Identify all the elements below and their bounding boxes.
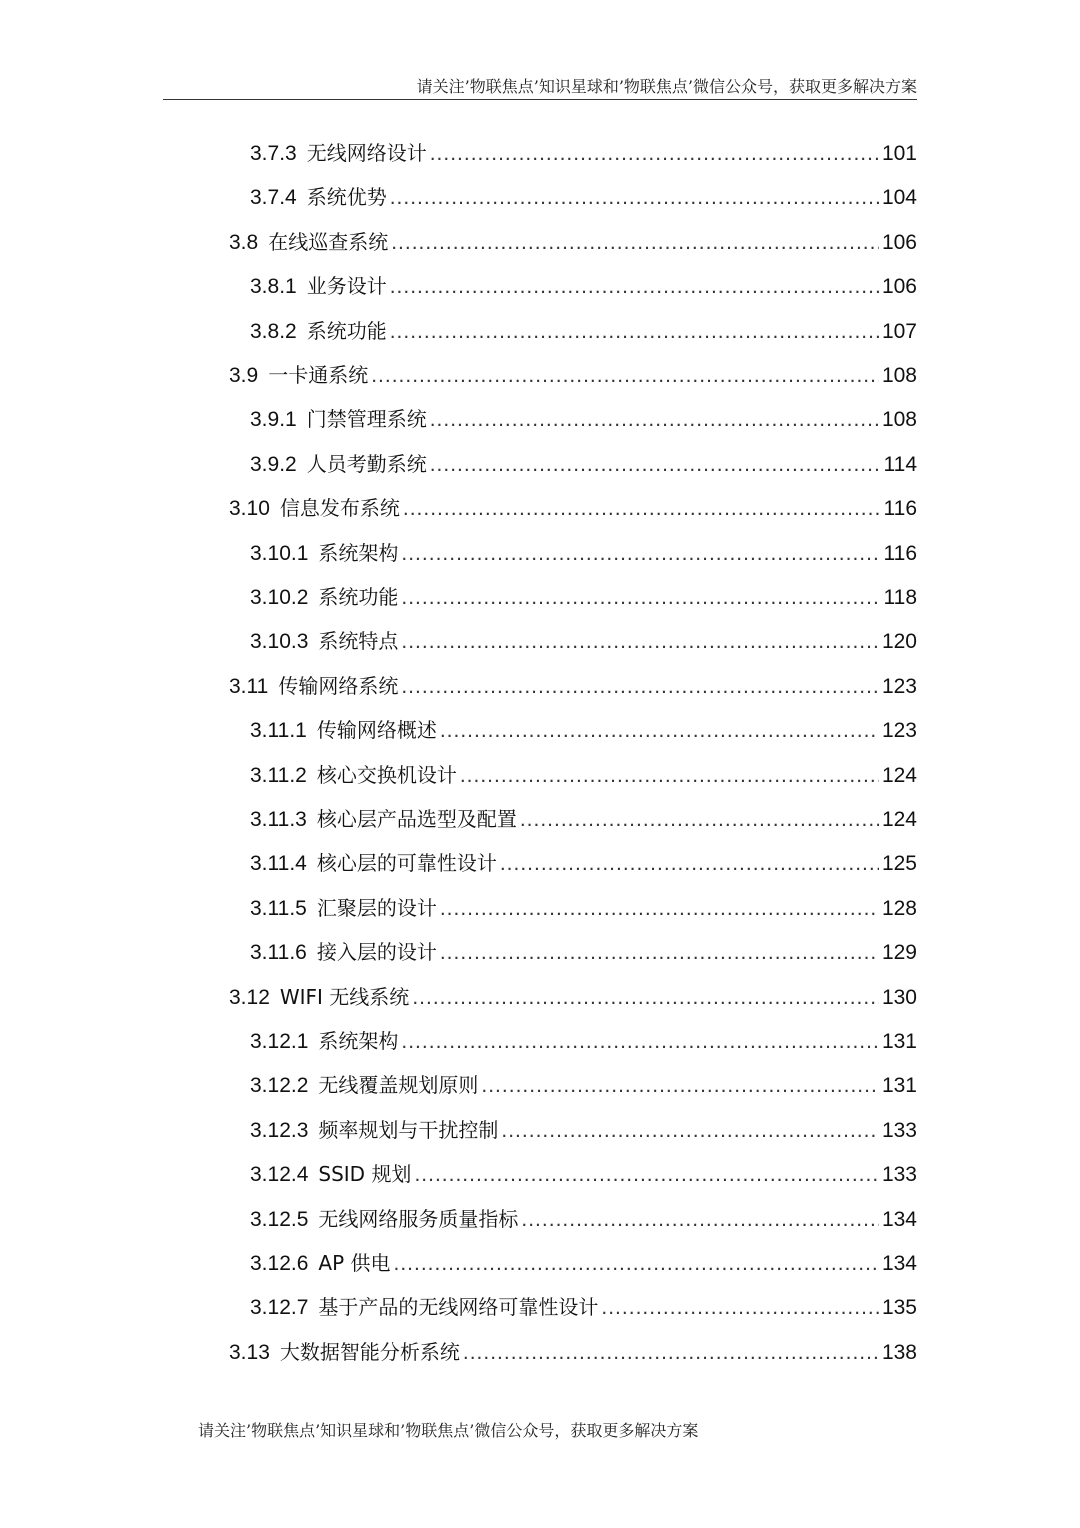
toc-section-title: 核心层的可靠性设计 (316, 851, 497, 876)
toc-section-number: 3.11 (229, 674, 269, 698)
toc-dot-leader (391, 221, 879, 265)
page-header: 请关注’物联焦点’知识星球和’物联焦点’微信公众号，获取更多解决方案 (416, 77, 917, 96)
toc-dot-leader (430, 132, 879, 176)
toc-entry[interactable] (250, 442, 917, 486)
toc-section-title: AP 供电 (318, 1251, 391, 1275)
toc-dot-leader (401, 576, 880, 620)
toc-section-number: 3.11.3 (250, 808, 307, 831)
toc-section-title: 无线覆盖规划原则 (318, 1073, 479, 1098)
toc-section-title: 频率规划与干扰控制 (318, 1117, 499, 1142)
toc-page-number: 124 (881, 763, 917, 787)
toc-dot-leader (501, 1109, 879, 1153)
toc-section-number: 3.9.2 (250, 452, 297, 476)
toc-entry[interactable] (250, 175, 917, 219)
toc-entry[interactable] (250, 753, 917, 797)
toc-dot-leader (414, 1153, 879, 1197)
toc-section-title: 信息发布系统 (279, 496, 400, 521)
toc-page-number: 116 (883, 497, 917, 521)
toc-entry[interactable] (250, 1108, 917, 1152)
toc-entry[interactable] (229, 353, 917, 397)
toc-page-number: 129 (881, 941, 917, 965)
toc-page-number: 106 (881, 230, 917, 254)
toc-section-title: 业务设计 (306, 274, 387, 299)
toc-page-number: 131 (881, 1074, 917, 1098)
toc-dot-leader (440, 887, 879, 931)
toc-dot-leader (390, 176, 879, 220)
toc-entry[interactable] (250, 309, 917, 353)
toc-entry[interactable] (229, 1330, 917, 1374)
toc-entry[interactable] (250, 531, 917, 575)
toc-section-number: 3.13 (229, 1340, 270, 1364)
toc-entry[interactable] (250, 708, 917, 752)
toc-section-number: 3.12.3 (250, 1118, 309, 1142)
toc-section-number: 3.8.2 (250, 319, 297, 343)
toc-dot-leader (412, 976, 879, 1020)
toc-page-number: 123 (881, 674, 917, 698)
toc-page-number: 133 (881, 1118, 917, 1142)
toc-entry[interactable] (250, 1152, 917, 1196)
toc-entry[interactable] (250, 930, 917, 974)
toc-section-title: 接入层的设计 (316, 940, 437, 965)
toc-section-number: 3.12.4 (250, 1163, 309, 1187)
toc-section-number: 3.12.2 (250, 1074, 309, 1098)
toc-section-number: 3.12.1 (250, 1030, 309, 1053)
toc-page-number: 128 (881, 896, 917, 920)
toc-section-number: 3.11.1 (250, 719, 307, 743)
toc-entry[interactable] (250, 1241, 917, 1285)
toc-page-number: 124 (881, 808, 917, 831)
toc-dot-leader (390, 310, 879, 354)
toc-dot-leader (520, 798, 879, 842)
toc-page-number: 106 (881, 275, 917, 299)
toc-entry[interactable] (250, 575, 917, 619)
toc-dot-leader (440, 931, 879, 975)
toc-entry[interactable] (250, 264, 917, 308)
toc-page-number: 130 (881, 985, 917, 1009)
toc-section-title: 系统功能 (318, 585, 399, 609)
toc-dot-leader (440, 709, 879, 753)
toc-section-number: 3.12.6 (250, 1252, 309, 1275)
toc-dot-leader (394, 1242, 879, 1286)
toc-section-title: SSID 规划 (318, 1162, 412, 1187)
toc-section-number: 3.11.6 (250, 941, 307, 965)
toc-section-number: 3.9.1 (250, 408, 297, 432)
toc-section-number: 3.7.3 (250, 142, 297, 165)
toc-dot-leader (371, 354, 879, 398)
toc-entry[interactable] (250, 131, 917, 175)
toc-section-number: 3.10.1 (250, 541, 309, 565)
toc-page-number: 108 (881, 364, 917, 387)
toc-section-number: 3.11.4 (250, 852, 307, 876)
toc-dot-leader (390, 265, 879, 309)
toc-dot-leader (601, 1286, 879, 1330)
toc-section-title: 系统架构 (318, 1029, 399, 1053)
toc-section-title: 系统架构 (318, 540, 399, 565)
toc-dot-leader (521, 1198, 879, 1242)
toc-section-number: 3.9 (229, 364, 259, 387)
toc-page-number: 138 (881, 1340, 917, 1364)
toc-section-number: 3.10.2 (250, 586, 309, 609)
toc-section-title: 人员考勤系统 (306, 451, 427, 476)
toc-dot-leader (481, 1064, 879, 1108)
toc-dot-leader (430, 398, 879, 442)
toc-page-number: 108 (881, 408, 917, 432)
toc-section-title: 系统特点 (318, 629, 399, 654)
toc-page-number: 116 (883, 541, 917, 565)
toc-section-number: 3.8 (229, 230, 259, 254)
toc-section-number: 3.10.3 (250, 630, 309, 654)
toc-page-number: 135 (881, 1296, 917, 1320)
toc-entry[interactable] (250, 797, 917, 841)
toc-page-number: 120 (881, 630, 917, 654)
toc-entry[interactable] (250, 397, 917, 441)
toc-section-title: 核心层产品选型及配置 (316, 807, 517, 831)
toc-entry[interactable] (229, 664, 917, 708)
toc-section-title: 在线巡查系统 (268, 229, 389, 254)
toc-section-number: 3.10 (229, 497, 270, 521)
toc-section-number: 3.8.1 (250, 275, 297, 299)
toc-section-number: 3.12.7 (250, 1296, 309, 1320)
toc-section-title: 无线网络服务质量指标 (318, 1206, 519, 1231)
toc-section-title: 汇聚层的设计 (316, 895, 437, 920)
toc-entry[interactable] (250, 1285, 917, 1329)
page-footer: 请关注’物联焦点’知识星球和’物联焦点’微信公众号，获取更多解决方案 (198, 1421, 699, 1440)
toc-entry[interactable] (250, 886, 917, 930)
toc-page-number: 123 (881, 719, 917, 743)
toc-entry[interactable] (229, 975, 917, 1019)
toc-section-title: WIFI 无线系统 (279, 984, 410, 1009)
toc-page-number: 104 (881, 186, 917, 210)
toc-section-title: 传输网络概述 (316, 718, 437, 743)
toc-section-title: 一卡通系统 (268, 363, 369, 387)
toc-section-title: 大数据智能分析系统 (279, 1339, 460, 1364)
toc-dot-leader (401, 665, 879, 709)
toc-section-title: 无线网络设计 (306, 141, 427, 165)
toc-section-number: 3.7.4 (250, 186, 297, 210)
toc-entry[interactable] (250, 619, 917, 663)
toc-dot-leader (403, 487, 881, 531)
toc-page-number: 131 (881, 1030, 917, 1053)
toc-page-number: 134 (881, 1207, 917, 1231)
toc-page-number: 114 (883, 452, 917, 476)
toc-entry[interactable] (250, 1197, 917, 1241)
toc-section-title: 传输网络系统 (278, 673, 399, 698)
toc-section-number: 3.12.5 (250, 1207, 309, 1231)
toc-section-title: 系统功能 (306, 318, 387, 343)
toc-page-number: 101 (881, 142, 917, 165)
toc-page-number: 118 (883, 586, 917, 609)
toc-section-number: 3.11.5 (250, 896, 307, 920)
toc-dot-leader (463, 1331, 879, 1375)
toc-dot-leader (401, 1020, 879, 1064)
toc-section-number: 3.12 (229, 985, 270, 1009)
toc-dot-leader (500, 842, 879, 886)
toc-section-title: 系统优势 (306, 185, 387, 210)
toc-dot-leader (401, 620, 879, 664)
toc-entry[interactable] (250, 1019, 917, 1063)
toc-entry[interactable] (229, 486, 917, 530)
toc-dot-leader (460, 754, 879, 798)
toc-section-title: 核心交换机设计 (316, 762, 457, 787)
toc-section-title: 基于产品的无线网络可靠性设计 (318, 1295, 599, 1320)
toc-page-number: 125 (881, 852, 917, 876)
header-divider (163, 99, 917, 100)
toc-dot-leader (430, 443, 881, 487)
toc-section-number: 3.11.2 (250, 763, 307, 787)
toc-dot-leader (401, 532, 880, 576)
toc-entry[interactable] (250, 1063, 917, 1107)
toc-page-number: 134 (881, 1252, 917, 1275)
toc-section-title: 门禁管理系统 (306, 407, 427, 432)
toc-page-number: 107 (881, 319, 917, 343)
toc-entry[interactable] (229, 220, 917, 264)
toc-entry[interactable] (250, 841, 917, 885)
toc-page-number: 133 (881, 1163, 917, 1187)
